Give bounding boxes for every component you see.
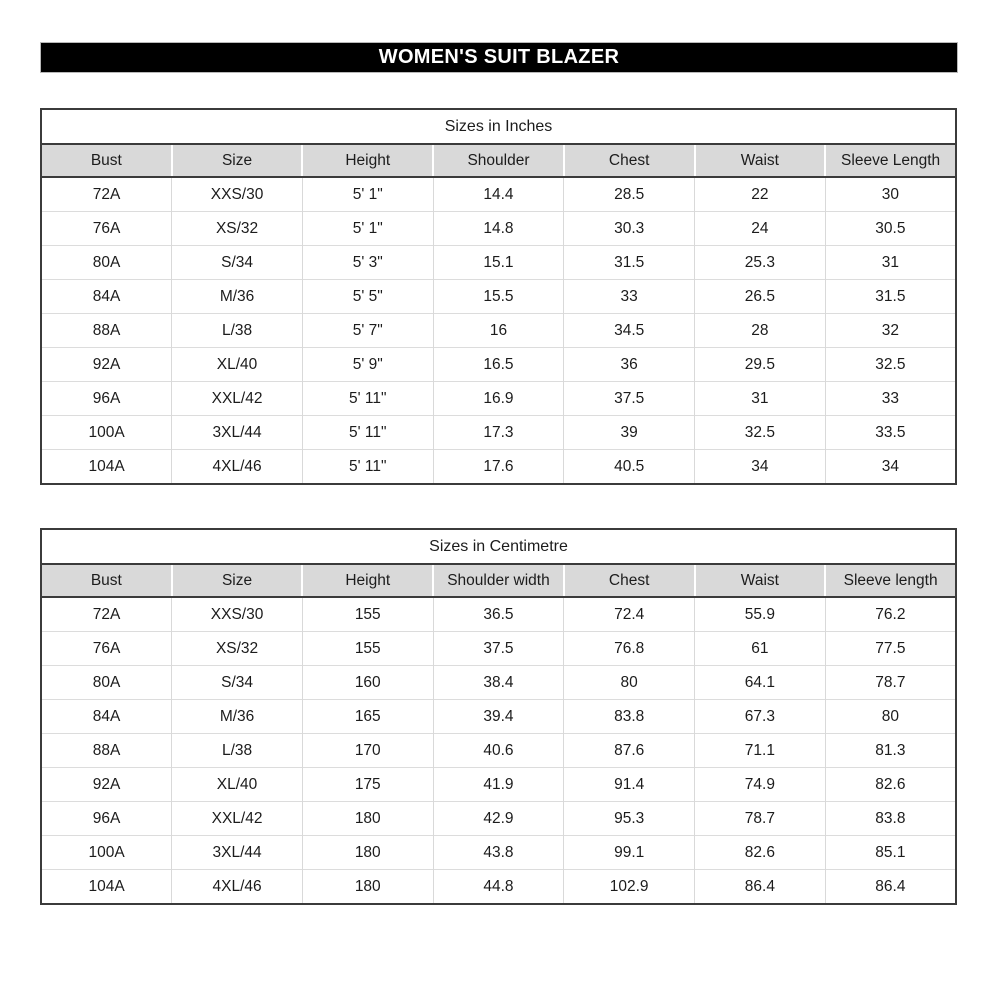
table-cell: 16.5 [433,348,564,382]
table-cell: 33.5 [825,416,956,450]
table-cell: 3XL/44 [172,836,303,870]
table-cell: XXL/42 [172,382,303,416]
table-cell: 85.1 [825,836,956,870]
table-row [41,836,956,870]
table-cell: 80A [41,246,172,280]
product-title-banner [40,42,958,73]
table-cell: 160 [302,666,433,700]
table-cell: 31 [695,382,826,416]
table-cell: 88A [41,314,172,348]
table-cell: 74.9 [695,768,826,802]
column-header: Sleeve Length [825,144,956,177]
table-cell: 100A [41,836,172,870]
table-cell: 4XL/46 [172,450,303,485]
table-cell: 31.5 [564,246,695,280]
table-cell: M/36 [172,700,303,734]
table-cell: 34 [825,450,956,485]
table-cell: 31.5 [825,280,956,314]
table-cell: 39.4 [433,700,564,734]
table-cell: 34.5 [564,314,695,348]
table-cell: 32 [825,314,956,348]
table-cell: 80 [825,700,956,734]
table-cell: 80A [41,666,172,700]
sizes-in-inches-table [40,108,957,485]
table-cell: 5' 11" [302,416,433,450]
table-cell: 22 [695,177,826,212]
table-cell: 30 [825,177,956,212]
column-header: Waist [695,144,826,177]
table-cell: 29.5 [695,348,826,382]
table-cell: 5' 11" [302,450,433,485]
table-cell: 78.7 [695,802,826,836]
table-row [41,246,956,280]
table-cell: 32.5 [695,416,826,450]
table-row [41,212,956,246]
table-cell: 77.5 [825,632,956,666]
table-cell: 102.9 [564,870,695,905]
table-cell: 72A [41,597,172,632]
table-cell: 104A [41,450,172,485]
table-cell: S/34 [172,666,303,700]
table-body [41,597,956,904]
table-cell: 32.5 [825,348,956,382]
table-cell: 61 [695,632,826,666]
table-cell: 95.3 [564,802,695,836]
table-cell: 5' 5" [302,280,433,314]
table-cell: 71.1 [695,734,826,768]
table-row [41,314,956,348]
table-title: Sizes in Centimetre [41,529,956,564]
table-cell: 16 [433,314,564,348]
table-cell: 165 [302,700,433,734]
table-cell: 72A [41,177,172,212]
table-cell: 78.7 [825,666,956,700]
table-cell: 5' 11" [302,382,433,416]
table-cell: 30.3 [564,212,695,246]
table-cell: 84A [41,700,172,734]
table-row [41,450,956,485]
table-row [41,870,956,905]
table-cell: 17.3 [433,416,564,450]
table-cell: 38.4 [433,666,564,700]
table-cell: 76A [41,632,172,666]
table-cell: XXS/30 [172,177,303,212]
table-cell: 5' 1" [302,212,433,246]
table-cell: 88A [41,734,172,768]
table-cell: XL/40 [172,768,303,802]
table-cell: 17.6 [433,450,564,485]
table-cell: L/38 [172,314,303,348]
table-cell: 76.8 [564,632,695,666]
table-title-row [41,529,956,564]
table-cell: 14.8 [433,212,564,246]
table-cell: 40.6 [433,734,564,768]
column-header: Height [302,564,433,597]
table-cell: 83.8 [564,700,695,734]
table-cell: 5' 3" [302,246,433,280]
column-header: Height [302,144,433,177]
table-cell: 42.9 [433,802,564,836]
table-cell: 25.3 [695,246,826,280]
table-cell: 180 [302,870,433,905]
table-title: Sizes in Inches [41,109,956,144]
table-cell: XL/40 [172,348,303,382]
column-header: Shoulder [433,144,564,177]
table-cell: 175 [302,768,433,802]
table-cell: 67.3 [695,700,826,734]
table-row [41,734,956,768]
table-cell: 44.8 [433,870,564,905]
table-cell: 36 [564,348,695,382]
table-cell: 28 [695,314,826,348]
table-cell: 76.2 [825,597,956,632]
table-cell: 104A [41,870,172,905]
table-cell: 99.1 [564,836,695,870]
table-cell: 55.9 [695,597,826,632]
table-head [41,529,956,597]
table-cell: XXS/30 [172,597,303,632]
table-cell: 3XL/44 [172,416,303,450]
column-header: Size [172,144,303,177]
column-header: Shoulder width [433,564,564,597]
table-cell: 30.5 [825,212,956,246]
table-cell: 34 [695,450,826,485]
table-row [41,632,956,666]
table-cell: 180 [302,836,433,870]
table-cell: S/34 [172,246,303,280]
table-cell: 83.8 [825,802,956,836]
table-cell: 86.4 [695,870,826,905]
table-cell: 5' 7" [302,314,433,348]
column-header: Waist [695,564,826,597]
table-cell: 76A [41,212,172,246]
table-row [41,597,956,632]
column-header: Size [172,564,303,597]
table-cell: 24 [695,212,826,246]
table-cell: 80 [564,666,695,700]
table-cell: XS/32 [172,212,303,246]
table-cell: 82.6 [825,768,956,802]
column-header: Chest [564,144,695,177]
table-cell: 87.6 [564,734,695,768]
sizes-in-centimetre-table [40,528,957,905]
table-cell: 5' 1" [302,177,433,212]
table-cell: 33 [564,280,695,314]
table-cell: M/36 [172,280,303,314]
table-title-row [41,109,956,144]
table-row [41,382,956,416]
table-row [41,348,956,382]
table-cell: 5' 9" [302,348,433,382]
table-cell: 37.5 [564,382,695,416]
table-cell: 155 [302,597,433,632]
table-cell: 92A [41,348,172,382]
table-row [41,177,956,212]
table-cell: 33 [825,382,956,416]
table-cell: 64.1 [695,666,826,700]
table-cell: 100A [41,416,172,450]
table-row [41,768,956,802]
column-header-row [41,144,956,177]
table-row [41,416,956,450]
table-cell: 180 [302,802,433,836]
table-cell: 86.4 [825,870,956,905]
table-row [41,280,956,314]
table-cell: 96A [41,382,172,416]
column-header: Bust [41,564,172,597]
table-cell: 96A [41,802,172,836]
column-header-row [41,564,956,597]
table-cell: 28.5 [564,177,695,212]
table-cell: 41.9 [433,768,564,802]
table-cell: 155 [302,632,433,666]
table-row [41,666,956,700]
table-cell: 36.5 [433,597,564,632]
table-cell: 31 [825,246,956,280]
table-cell: 170 [302,734,433,768]
table-cell: 15.1 [433,246,564,280]
table-cell: 91.4 [564,768,695,802]
table-cell: 14.4 [433,177,564,212]
table-cell: 4XL/46 [172,870,303,905]
table-head [41,109,956,177]
table-cell: 81.3 [825,734,956,768]
table-cell: 26.5 [695,280,826,314]
column-header: Bust [41,144,172,177]
table-cell: 37.5 [433,632,564,666]
table-row [41,802,956,836]
column-header: Sleeve length [825,564,956,597]
table-cell: 39 [564,416,695,450]
table-cell: 84A [41,280,172,314]
table-body [41,177,956,484]
table-row [41,700,956,734]
page-title: WOMEN'S SUIT BLAZER [378,46,620,68]
table-cell: 92A [41,768,172,802]
table-cell: 40.5 [564,450,695,485]
table-cell: 15.5 [433,280,564,314]
table-cell: 82.6 [695,836,826,870]
column-header: Chest [564,564,695,597]
table-cell: 43.8 [433,836,564,870]
table-cell: 16.9 [433,382,564,416]
table-cell: L/38 [172,734,303,768]
table-cell: 72.4 [564,597,695,632]
table-cell: XS/32 [172,632,303,666]
table-cell: XXL/42 [172,802,303,836]
